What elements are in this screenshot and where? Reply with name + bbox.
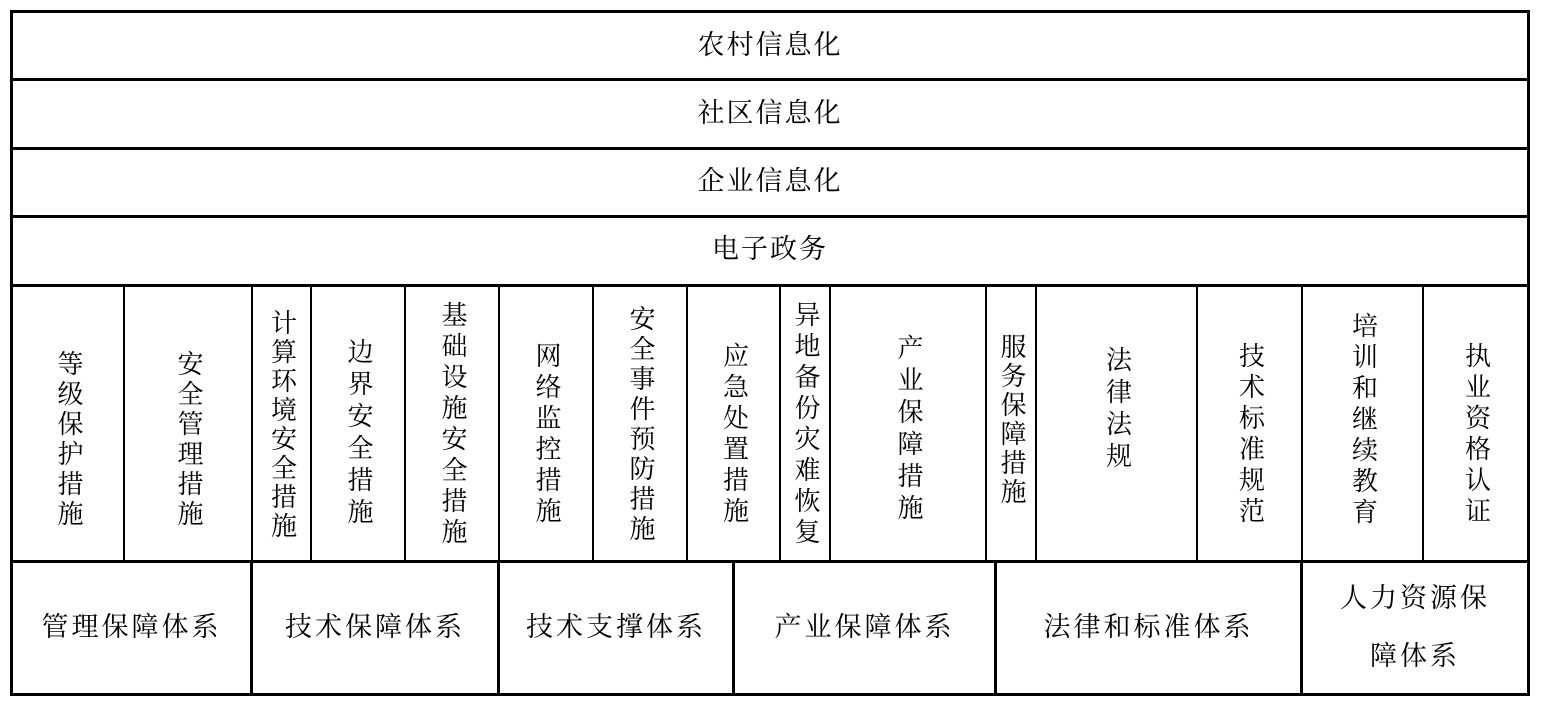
measure-security-management bbox=[125, 303, 251, 577]
row-divider bbox=[13, 284, 1527, 287]
measure-qualification-certification bbox=[1424, 298, 1527, 572]
measure-label: 应急处置措施 bbox=[718, 342, 749, 528]
measure-service-guarantee bbox=[987, 283, 1035, 557]
system-technical-guarantee: 技术保障体系 bbox=[285, 611, 465, 643]
measure-label: 异地备份灾难恢复 bbox=[790, 301, 820, 549]
system-human-resources: 人力资源保障体系 bbox=[1340, 582, 1490, 672]
system-law-and-standards: 法律和标准体系 bbox=[1043, 611, 1254, 643]
measure-technical-standards bbox=[1198, 298, 1301, 572]
measure-infrastructure-security bbox=[406, 288, 498, 562]
security-framework-diagram bbox=[10, 10, 1530, 696]
measure-label: 安全事件预防措施 bbox=[625, 305, 655, 545]
measure-label: 计算环境安全措施 bbox=[266, 309, 297, 541]
measure-industry-guarantee bbox=[831, 293, 985, 567]
measure-label: 技术标准规范 bbox=[1234, 342, 1265, 528]
measure-label: 培训和继续教育 bbox=[1347, 311, 1378, 529]
layer-community-informatization: 社区信息化 bbox=[697, 98, 843, 129]
measure-label: 边界安全措施 bbox=[343, 338, 373, 530]
layer-e-government: 电子政务 bbox=[712, 234, 828, 265]
measure-boundary-security bbox=[312, 297, 404, 571]
measure-label: 执业资格认证 bbox=[1460, 342, 1491, 528]
row-divider bbox=[13, 215, 1527, 218]
measure-label: 基础设施安全措施 bbox=[437, 301, 467, 549]
measure-training-education bbox=[1303, 283, 1422, 557]
measure-network-monitoring bbox=[500, 298, 592, 572]
layer-enterprise-informatization: 企业信息化 bbox=[697, 166, 843, 197]
measure-grade-protection bbox=[13, 303, 123, 577]
measure-label: 产业保障措施 bbox=[893, 334, 923, 526]
layer-rural-informatization: 农村信息化 bbox=[697, 30, 843, 61]
row-divider bbox=[13, 147, 1527, 150]
system-industry-guarantee: 产业保障体系 bbox=[774, 611, 955, 643]
measure-label: 安全管理措施 bbox=[173, 350, 203, 530]
measure-label: 网络监控措施 bbox=[531, 342, 561, 528]
system-technical-support: 技术支撑体系 bbox=[526, 611, 706, 643]
measure-emergency-response bbox=[688, 298, 779, 572]
measure-label: 服务保障措施 bbox=[996, 333, 1026, 507]
measure-label: 法律法规 bbox=[1101, 346, 1132, 474]
measure-label: 等级保护措施 bbox=[53, 350, 83, 530]
row-divider bbox=[13, 78, 1527, 81]
measure-offsite-backup bbox=[781, 288, 829, 562]
measure-computing-environment bbox=[253, 288, 310, 562]
measure-incident-prevention bbox=[594, 288, 686, 562]
measure-laws-regulations bbox=[1037, 273, 1196, 547]
system-management-guarantee: 管理保障体系 bbox=[41, 611, 222, 643]
